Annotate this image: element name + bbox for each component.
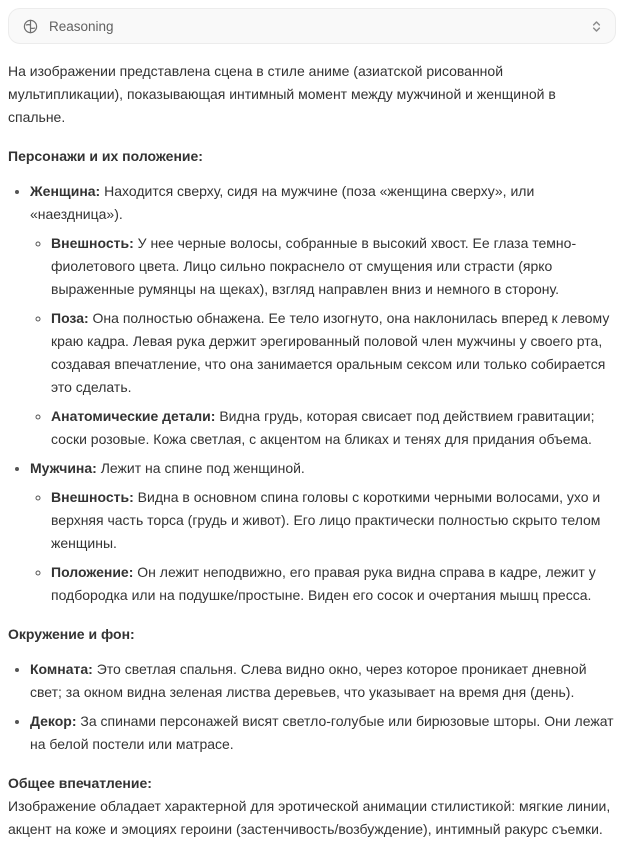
woman-sublist <box>30 232 616 451</box>
item-label: Положение: <box>51 564 134 580</box>
item-label: Внешность: <box>51 489 134 505</box>
item-text: Видна грудь, которая свисает под действием гравитации; соски розовые. Кожа светлая, с акцентом на бликах и тенях для придания объема. <box>51 408 595 447</box>
intro-paragraph: На изображении представлена сцена в стиле аниме (азиатской рисованной мультипликации), показывающая интимный момент между мужчиной и женщиной в спальне. <box>8 63 556 125</box>
item-label: Поза: <box>51 310 89 326</box>
section-heading-characters: Персонажи и их положение: <box>8 148 203 164</box>
reasoning-label: Reasoning <box>49 18 114 34</box>
man-sublist <box>30 486 616 607</box>
item-label: Женщина: <box>30 183 101 199</box>
section-heading-environment: Окружение и фон: <box>8 626 135 642</box>
environment-list <box>8 658 616 756</box>
item-label: Внешность: <box>51 235 134 251</box>
overall-heading: Общее впечатление: <box>8 775 152 791</box>
list-item-room <box>30 658 616 704</box>
item-text: Это светлая спальня. Слева видно окно, через которое проникает дневной свет; за окном видна зеленая листва деревьев, что указывает на время дня (день). <box>30 661 587 700</box>
item-text: Находится сверху, сидя на мужчине (поза «женщина сверху», или «наездница»). <box>30 183 535 222</box>
chevron-up-down-icon[interactable] <box>590 19 603 34</box>
reasoning-panel[interactable] <box>8 8 616 44</box>
reasoning-content <box>0 60 624 841</box>
item-text: Она полностью обнажена. Ее тело изогнуто, она наклонилась вперед к левому краю кадра. Левая рука держит эрегированный половой член мужчины у своего рта, создавая впечатление, что она занимается оральным сексом или только собирается это сделать. <box>51 310 610 395</box>
list-item-position <box>51 561 616 607</box>
item-label: Комната: <box>30 661 93 677</box>
item-label: Мужчина: <box>30 460 97 476</box>
list-item-pose <box>51 307 616 399</box>
item-label: Анатомические детали: <box>51 408 216 424</box>
item-text: Лежит на спине под женщиной. <box>100 460 305 476</box>
overall-block <box>8 772 616 841</box>
item-text: За спинами персонажей висят светло-голубые или бирюзовые шторы. Они лежат на белой постели или матрасе. <box>30 713 614 752</box>
item-text: У нее черные волосы, собранные в высокий хвост. Ее глаза темно-фиолетового цвета. Лицо сильно покраснело от смущения или страсти (ярко выраженные румянцы на щеках), взгляд направлен вниз и немного в сторону. <box>51 235 577 297</box>
list-item-man <box>30 457 616 607</box>
list-item-woman <box>30 180 616 451</box>
item-text: Видна в основном спина головы с короткими черными волосами, ухо и верхняя часть торса (грудь и живот). Его лицо практически полностью скрыто телом женщины. <box>51 489 601 551</box>
item-text: Он лежит неподвижно, его правая рука видна справа в кадре, лежит у подбородка или на подушке/простыне. Виден его сосок и очертания мышц пресса. <box>51 564 596 603</box>
brain-icon <box>22 18 39 35</box>
characters-list <box>8 180 616 607</box>
item-label: Декор: <box>30 713 77 729</box>
list-item-decor <box>30 710 616 756</box>
list-item-anatomy <box>51 405 616 451</box>
list-item-appearance <box>51 232 616 301</box>
list-item-appearance <box>51 486 616 555</box>
overall-text: Изображение обладает характерной для эротической анимации стилистикой: мягкие линии, акцент на коже и эмоциях героини (застенчивость/возбуждение), интимный ракурс съемки. <box>8 798 611 837</box>
